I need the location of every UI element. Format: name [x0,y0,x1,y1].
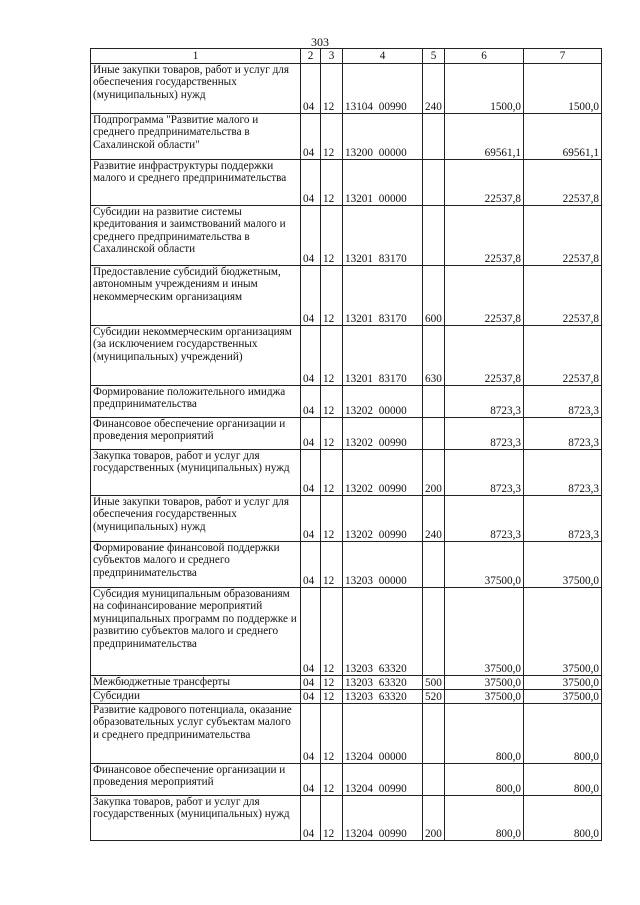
cell-amount-1: 37500,0 [445,676,524,690]
cell-target-code: 13200 00000 [343,114,423,160]
cell-subsection: 12 [321,496,343,542]
cell-subsection: 12 [321,450,343,496]
cell-expense-type: 600 [423,266,445,326]
cell-expense-type: 630 [423,326,445,386]
cell-expense-type [423,588,445,676]
cell-subsection: 12 [321,64,343,114]
cell-subsection: 12 [321,114,343,160]
cell-expense-type [423,764,445,796]
cell-expense-type: 200 [423,450,445,496]
cell-expense-type [423,206,445,266]
cell-target-code: 13202 00000 [343,386,423,418]
cell-subsection: 12 [321,588,343,676]
cell-expense-type [423,386,445,418]
table-row [91,326,602,386]
cell-name: Иные закупки товаров, работ и услуг для обеспечения государственных (муниципальных) нужд [91,64,301,114]
cell-target-code: 13204 00990 [343,796,423,841]
cell-amount-2: 22537,8 [524,266,602,326]
cell-amount-1: 22537,8 [445,326,524,386]
table-row [91,542,602,588]
cell-expense-type [423,160,445,206]
cell-amount-2: 22537,8 [524,206,602,266]
cell-target-code: 13104 00990 [343,64,423,114]
cell-amount-1: 69561,1 [445,114,524,160]
cell-section: 04 [301,206,321,266]
header-cell-1: 1 [91,49,301,64]
cell-section: 04 [301,114,321,160]
cell-name: Формирование положительного имиджа предпринимательства [91,386,301,418]
cell-section: 04 [301,326,321,386]
cell-subsection: 12 [321,386,343,418]
cell-subsection: 12 [321,418,343,450]
cell-subsection: 12 [321,690,343,704]
cell-amount-2: 8723,3 [524,450,602,496]
cell-amount-2: 22537,8 [524,326,602,386]
cell-target-code: 13201 83170 [343,206,423,266]
cell-name: Формирование финансовой поддержки субъектов малого и среднего предпринимательства [91,542,301,588]
cell-amount-1: 37500,0 [445,690,524,704]
cell-amount-2: 37500,0 [524,542,602,588]
header-cell-7: 7 [524,49,602,64]
cell-expense-type: 520 [423,690,445,704]
cell-amount-2: 8723,3 [524,418,602,450]
cell-name: Субсидия муниципальным образованиям на софинансирование мероприятий муниципальных программ по поддержке и развитию субъектов малого и среднего предпринимательства [91,588,301,676]
cell-amount-1: 8723,3 [445,386,524,418]
cell-name: Развитие инфраструктуры поддержки малого и среднего предпринимательства [91,160,301,206]
cell-expense-type: 500 [423,676,445,690]
cell-section: 04 [301,450,321,496]
cell-expense-type [423,542,445,588]
cell-amount-2: 800,0 [524,796,602,841]
cell-subsection: 12 [321,160,343,206]
cell-subsection: 12 [321,206,343,266]
table-row [91,418,602,450]
cell-target-code: 13204 00990 [343,764,423,796]
cell-target-code: 13203 63320 [343,690,423,704]
cell-section: 04 [301,418,321,450]
cell-name: Финансовое обеспечение организации и проведения мероприятий [91,418,301,450]
table-row [91,690,602,704]
cell-amount-2: 69561,1 [524,114,602,160]
cell-target-code: 13202 00990 [343,450,423,496]
cell-subsection: 12 [321,266,343,326]
cell-amount-2: 8723,3 [524,496,602,542]
cell-amount-1: 22537,8 [445,266,524,326]
table-row [91,386,602,418]
header-row [91,49,602,64]
cell-expense-type [423,114,445,160]
cell-subsection: 12 [321,542,343,588]
cell-target-code: 13203 63320 [343,588,423,676]
table-row [91,206,602,266]
table-row [91,796,602,841]
cell-amount-1: 37500,0 [445,542,524,588]
page-number: 303 [311,35,329,49]
cell-expense-type: 240 [423,496,445,542]
cell-amount-2: 1500,0 [524,64,602,114]
cell-section: 04 [301,496,321,542]
cell-target-code: 13201 83170 [343,266,423,326]
cell-expense-type [423,418,445,450]
cell-target-code: 13203 00000 [343,542,423,588]
table-row [91,114,602,160]
cell-name: Закупка товаров, работ и услуг для государственных (муниципальных) нужд [91,796,301,841]
cell-section: 04 [301,542,321,588]
cell-amount-2: 8723,3 [524,386,602,418]
header-cell-5: 5 [423,49,445,64]
cell-section: 04 [301,676,321,690]
table-body [91,64,602,841]
cell-target-code: 13202 00990 [343,496,423,542]
cell-name: Субсидии [91,690,301,704]
cell-name: Субсидии некоммерческим организациям (за исключением государственных (муниципальных) учреждений) [91,326,301,386]
cell-amount-1: 8723,3 [445,450,524,496]
cell-section: 04 [301,764,321,796]
cell-expense-type: 240 [423,64,445,114]
header-cell-3: 3 [321,49,343,64]
cell-subsection: 12 [321,764,343,796]
header-cell-2: 2 [301,49,321,64]
cell-expense-type: 200 [423,796,445,841]
cell-amount-1: 8723,3 [445,496,524,542]
table-row [91,160,602,206]
cell-section: 04 [301,266,321,326]
cell-amount-1: 37500,0 [445,588,524,676]
cell-section: 04 [301,386,321,418]
cell-target-code: 13202 00990 [343,418,423,450]
cell-section: 04 [301,64,321,114]
cell-subsection: 12 [321,676,343,690]
cell-name: Предоставление субсидий бюджетным, автономным учреждениям и иным некоммерческим организациям [91,266,301,326]
cell-subsection: 12 [321,796,343,841]
cell-target-code: 13203 63320 [343,676,423,690]
budget-table [90,48,602,841]
header-cell-6: 6 [445,49,524,64]
cell-amount-1: 22537,8 [445,206,524,266]
cell-section: 04 [301,160,321,206]
table-row [91,266,602,326]
cell-section: 04 [301,796,321,841]
cell-amount-1: 800,0 [445,764,524,796]
cell-name: Подпрограмма "Развитие малого и среднего предпринимательства в Сахалинской области" [91,114,301,160]
cell-name: Развитие кадрового потенциала, оказание образовательных услуг субъектам малого и среднего предпринимательства [91,704,301,764]
header-cell-4: 4 [343,49,423,64]
cell-amount-2: 22537,8 [524,160,602,206]
cell-amount-1: 800,0 [445,704,524,764]
cell-amount-2: 37500,0 [524,690,602,704]
cell-name: Субсидии на развитие системы кредитования и заимствований малого и среднего предпринимательства в Сахалинской области [91,206,301,266]
cell-section: 04 [301,704,321,764]
cell-target-code: 13201 00000 [343,160,423,206]
cell-name: Финансовое обеспечение организации и проведения мероприятий [91,764,301,796]
cell-section: 04 [301,588,321,676]
table-row [91,496,602,542]
cell-amount-1: 22537,8 [445,160,524,206]
cell-expense-type [423,704,445,764]
cell-amount-1: 1500,0 [445,64,524,114]
table-row [91,450,602,496]
table-row [91,704,602,764]
cell-section: 04 [301,690,321,704]
cell-target-code: 13201 83170 [343,326,423,386]
cell-name: Межбюджетные трансферты [91,676,301,690]
cell-amount-2: 37500,0 [524,676,602,690]
cell-subsection: 12 [321,326,343,386]
table-row [91,588,602,676]
cell-name: Закупка товаров, работ и услуг для государственных (муниципальных) нужд [91,450,301,496]
table-row [91,764,602,796]
cell-amount-2: 37500,0 [524,588,602,676]
cell-amount-2: 800,0 [524,764,602,796]
cell-amount-1: 8723,3 [445,418,524,450]
cell-name: Иные закупки товаров, работ и услуг для обеспечения государственных (муниципальных) нужд [91,496,301,542]
table-row [91,64,602,114]
cell-target-code: 13204 00000 [343,704,423,764]
table-row [91,676,602,690]
cell-amount-2: 800,0 [524,704,602,764]
cell-amount-1: 800,0 [445,796,524,841]
cell-subsection: 12 [321,704,343,764]
